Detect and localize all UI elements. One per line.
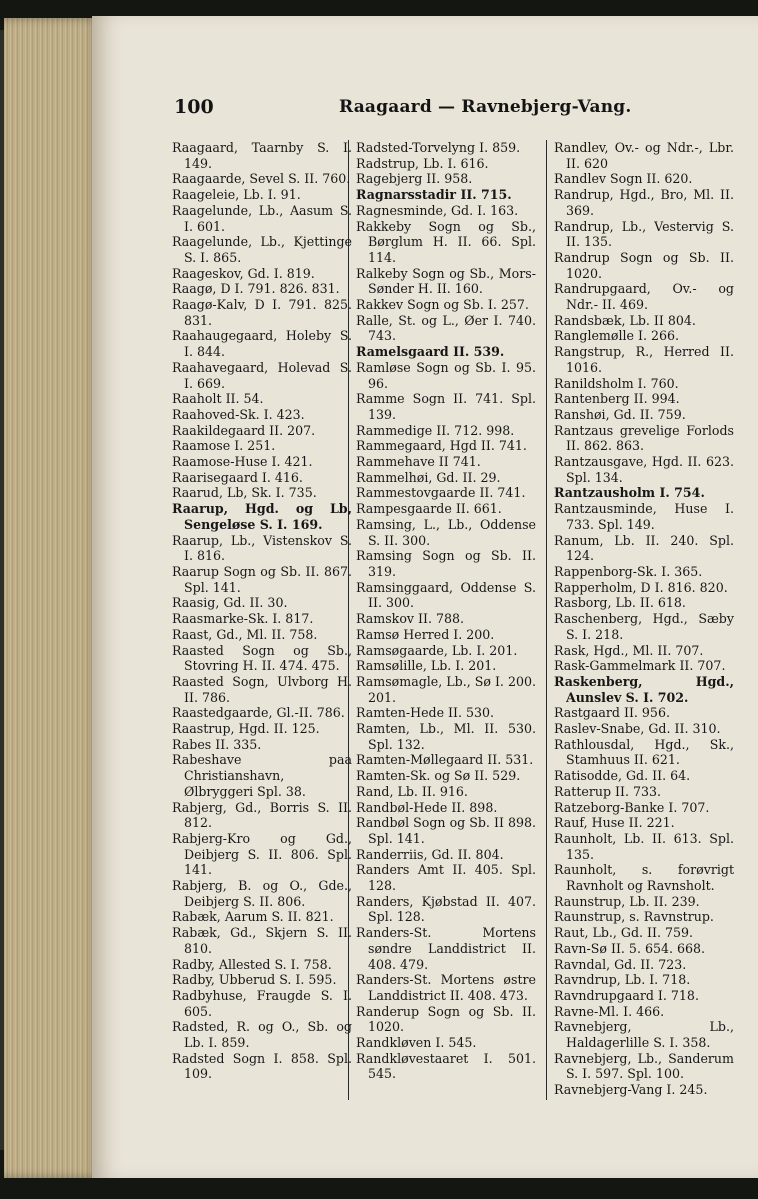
- index-entry: Ravnebjerg-Vang I. 245.: [554, 1082, 708, 1098]
- index-entry: Raasig, Gd. II. 30.: [172, 595, 288, 611]
- index-entry: Randrupgaard, Ov.- og Ndr.- II. 469.: [554, 281, 734, 313]
- index-entry: Ravn-Sø II. 5. 654. 668.: [554, 940, 706, 956]
- index-entry: Raunstrup, s. Ravnstrup.: [554, 909, 714, 925]
- index-entry: Rastgaard II. 956.: [554, 705, 670, 721]
- index-entry: Rabæk, Gd., Skjern S. II. 810.: [172, 925, 352, 956]
- index-entry: Raahaugegaard, Holeby S. I. 844.: [172, 328, 352, 360]
- book-page-edges: [4, 18, 100, 1178]
- index-entry: Rammehave II 741.: [356, 454, 481, 470]
- index-entry: Rabjerg-Kro og Gd., Deibjerg S. II. 806. Spl. 141.: [172, 830, 352, 878]
- index-entry: Raasted Sogn, Ulvborg H. II. 786.: [172, 673, 352, 705]
- index-entry: Ravndal, Gd. II. 723.: [554, 956, 687, 972]
- index-column-1: [172, 140, 352, 1082]
- index-entry: Ravne-Ml. I. 466.: [554, 1003, 665, 1019]
- index-entry: Raahoved-Sk. I. 423.: [172, 406, 305, 422]
- index-entry: Rammegaard, Hgd II. 741.: [356, 438, 527, 454]
- index-entry: Rapperholm, D I. 816. 820.: [554, 579, 728, 595]
- index-entry: Randers-St. Mortens søndre Landdistrict II. 408. 479.: [356, 925, 536, 972]
- index-entry: Randbøl Sogn og Sb. II 898. Spl. 141.: [356, 815, 536, 846]
- index-entry: Randers Amt II. 405. Spl. 128.: [356, 862, 536, 894]
- index-entry: Rangstrup, R., Herred II. 1016.: [554, 344, 734, 375]
- index-entry: Randers-St. Mortens østre Landdistrict II. 408. 473.: [356, 972, 536, 1003]
- index-entry: Rakkev Sogn og Sb. I. 257.: [356, 297, 529, 313]
- index-entry: Ramskov II. 788.: [356, 611, 465, 627]
- index-entry: Rantzaus grevelige Forlods II. 862. 863.: [554, 422, 734, 454]
- index-entry: Randkløvestaaret I. 501. 545.: [356, 1050, 536, 1082]
- index-entry: Raahavegaard, Holevad S. I. 669.: [172, 359, 352, 391]
- index-entry: Ravnebjerg, Lb., Sanderum S. I. 597. Spl. 100.: [554, 1050, 734, 1082]
- index-entry: Raakildegaard II. 207.: [172, 422, 316, 438]
- index-entry: Raastrup, Hgd. II. 125.: [172, 721, 320, 737]
- index-column-3: [554, 140, 734, 1098]
- index-entry: Ramsølille, Lb. I. 201.: [356, 658, 497, 674]
- index-entry: Ranglemølle I. 266.: [554, 328, 679, 344]
- index-entry: Rammestovgaarde II. 741.: [356, 485, 526, 501]
- index-entry: Radsted, R. og O., Sb. og Lb. I. 859.: [172, 1019, 352, 1051]
- index-entry: Randlev Sogn II. 620.: [554, 171, 693, 187]
- index-entry: Raskenberg, Hgd., Aunslev S. I. 702.: [554, 673, 734, 705]
- index-entry: Raarisegaard I. 416.: [172, 469, 303, 485]
- index-entry: Raarup, Hgd. og Lb, Sengeløse S. I. 169.: [172, 501, 352, 532]
- index-entry: Rabæk, Aarum S. II. 821.: [172, 909, 334, 925]
- index-entry: Ramløse Sogn og Sb. I. 95. 96.: [356, 359, 536, 391]
- index-entry: Ramsinggaard, Oddense S. II. 300.: [356, 579, 536, 611]
- index-entry: Ratterup II. 733.: [554, 783, 662, 799]
- index-entry: Raarud, Lb, Sk. I. 735.: [172, 485, 317, 501]
- index-entry: Raagelunde, Lb., Aasum S. I. 601.: [172, 202, 352, 234]
- index-entry: Ravndrup, Lb. I. 718.: [554, 972, 691, 988]
- index-entry: Ravndrupgaard I. 718.: [554, 987, 699, 1003]
- index-entry: Raagelunde, Lb., Kjettinge S. I. 865.: [172, 234, 352, 265]
- index-entry: Rabjerg, Gd., Borris S. II. 812.: [172, 799, 352, 831]
- index-entry: Randrup Sogn og Sb. II. 1020.: [554, 249, 734, 281]
- index-entry: Ramsing Sogn og Sb. II. 319.: [356, 548, 536, 579]
- index-entry: Rasborg, Lb. II. 618.: [554, 595, 686, 611]
- index-entry: Randsbæk, Lb. II 804.: [554, 312, 696, 328]
- index-entry: Raagø-Kalv, D I. 791. 825. 831.: [172, 297, 352, 328]
- index-entry: Radstrup, Lb. I. 616.: [356, 155, 489, 171]
- index-entry: Ramelsgaard II. 539.: [356, 344, 505, 360]
- index-entry: Randbøl-Hede II. 898.: [356, 799, 498, 815]
- index-entry: Randkløven I. 545.: [356, 1035, 477, 1051]
- index-entry: Ranildsholm I. 760.: [554, 375, 679, 391]
- index-entry: Raarup Sogn og Sb. II. 867. Spl. 141.: [172, 563, 352, 595]
- index-entry: Raaholt II. 54.: [172, 391, 264, 407]
- index-entry: Raamose-Huse I. 421.: [172, 454, 313, 470]
- index-entry: Raast, Gd., Ml. II. 758.: [172, 626, 318, 642]
- index-entry: Randrup, Lb., Vestervig S. II. 135.: [554, 218, 734, 250]
- index-entry: Radby, Ubberud S. I. 595.: [172, 972, 337, 988]
- index-entry: Rampesgaarde II. 661.: [356, 501, 502, 517]
- index-entry: Rakkeby Sogn og Sb., Børglum H. II. 66. Spl. 114.: [356, 218, 536, 265]
- index-entry: Raagaarde, Sevel S. II. 760.: [172, 171, 351, 187]
- index-entry: Rand, Lb. II. 916.: [356, 783, 468, 799]
- index-entry: Raarup, Lb., Vistenskov S. I. 816.: [172, 532, 352, 564]
- index-entry: Ralle, St. og L., Øer I. 740. 743.: [356, 312, 536, 344]
- index-entry: Radby, Allested S. I. 758.: [172, 956, 332, 972]
- index-entry: Ramme Sogn II. 741. Spl. 139.: [356, 391, 536, 422]
- index-entry: Rask, Hgd., Ml. II. 707.: [554, 642, 704, 658]
- index-entry: Ralkeby Sogn og Sb., Mors-Sønder H. II. 160.: [356, 265, 536, 297]
- index-entry: Rantzausholm I. 754.: [554, 485, 705, 501]
- index-entry: Raschenberg, Hgd., Sæby S. I. 218.: [554, 611, 734, 642]
- index-entry: Ratzeborg-Banke I. 707.: [554, 799, 710, 815]
- index-entry: Ramten-Møllegaard II. 531.: [356, 752, 534, 768]
- index-columns: [172, 140, 748, 1140]
- index-entry: Raslev-Snabe, Gd. II. 310.: [554, 721, 721, 737]
- index-entry: Raagaard, Taarnby S. I. 149.: [172, 140, 352, 171]
- column-divider: [546, 140, 547, 1100]
- index-entry: Randlev, Ov.- og Ndr.-, Lbr. II. 620: [554, 140, 734, 171]
- index-entry: Radsted-Torvelyng I. 859.: [356, 140, 521, 155]
- index-entry: Ramsø Herred I. 200.: [356, 626, 495, 642]
- index-entry: Ragnarsstadir II. 715.: [356, 187, 512, 203]
- index-entry: Ravnebjerg, Lb., Haldagerlille S. I. 358.: [554, 1019, 734, 1051]
- index-entry: Raageleie, Lb. I. 91.: [172, 187, 301, 203]
- index-entry: Randrup, Hgd., Bro, Ml. II. 369.: [554, 187, 734, 218]
- index-entry: Ramsøgaarde, Lb. I. 201.: [356, 642, 518, 658]
- index-entry: Rantzausminde, Huse I. 733. Spl. 149.: [554, 501, 734, 532]
- index-entry: Rabes II. 335.: [172, 736, 262, 752]
- running-head: Raagaard — Ravnebjerg-Vang.: [339, 97, 632, 117]
- page-number: 100: [174, 96, 214, 118]
- index-entry: Rantzausgave, Hgd. II. 623. Spl. 134.: [554, 454, 734, 485]
- index-entry: Rantenberg II. 994.: [554, 391, 680, 407]
- index-entry: Raut, Lb., Gd. II. 759.: [554, 925, 694, 941]
- index-column-2: [356, 140, 536, 1082]
- index-entry: Raasmarke-Sk. I. 817.: [172, 611, 314, 627]
- index-entry: Radsted Sogn I. 858. Spl. 109.: [172, 1050, 352, 1082]
- index-entry: Raasted Sogn og Sb., Stovring H. II. 474. 475.: [172, 642, 352, 674]
- index-entry: Rappenborg-Sk. I. 365.: [554, 563, 703, 579]
- index-entry: Raastedgaarde, Gl.-II. 786.: [172, 705, 345, 721]
- index-entry: Ramsømagle, Lb., Sø I. 200. 201.: [356, 673, 536, 705]
- page-header: [174, 96, 734, 126]
- index-entry: Ramten-Sk. og Sø II. 529.: [356, 768, 521, 784]
- index-entry: Ragebjerg II. 958.: [356, 171, 473, 187]
- index-entry: Randers, Kjøbstad II. 407. Spl. 128.: [356, 893, 536, 925]
- index-entry: Rask-Gammelmark II. 707.: [554, 658, 726, 674]
- index-entry: Radbyhuse, Fraugde S. I. 605.: [172, 987, 352, 1019]
- index-entry: Rabeshave paa Christianshavn, Ølbryggeri Spl. 38.: [172, 752, 352, 799]
- index-entry: Raagø, D I. 791. 826. 831.: [172, 281, 340, 297]
- index-entry: Rammedige II. 712. 998.: [356, 422, 515, 438]
- index-entry: Ratisodde, Gd. II. 64.: [554, 768, 691, 784]
- index-entry: Ramsing, L., Lb., Oddense S. II. 300.: [356, 516, 536, 548]
- index-entry: Ramten-Hede II. 530.: [356, 705, 495, 721]
- index-entry: Rathlousdal, Hgd., Sk., Stamhuus II. 621.: [554, 736, 734, 768]
- index-entry: Ramten, Lb., Ml. II. 530. Spl. 132.: [356, 721, 536, 752]
- index-entry: Raageskov, Gd. I. 819.: [172, 265, 315, 281]
- index-entry: Ragnesminde, Gd. I. 163.: [356, 202, 519, 218]
- index-entry: Rabjerg, B. og O., Gde., Deibjerg S. II. 806.: [172, 878, 352, 909]
- index-entry: Randerup Sogn og Sb. II. 1020.: [356, 1003, 536, 1035]
- index-entry: Raamose I. 251.: [172, 438, 276, 454]
- index-entry: Ranum, Lb. II. 240. Spl. 124.: [554, 532, 734, 564]
- index-entry: Rammelhøi, Gd. II. 29.: [356, 469, 501, 485]
- index-entry: Raunholt, Lb. II. 613. Spl. 135.: [554, 830, 734, 862]
- index-entry: Randerriis, Gd. II. 804.: [356, 846, 504, 862]
- index-entry: Rauf, Huse II. 221.: [554, 815, 675, 831]
- index-entry: Raunholt, s. forøvrigt Ravnholt og Ravnsholt.: [554, 862, 734, 894]
- index-entry: Raunstrup, Lb. II. 239.: [554, 893, 700, 909]
- index-entry: Ranshøi, Gd. II. 759.: [554, 406, 686, 422]
